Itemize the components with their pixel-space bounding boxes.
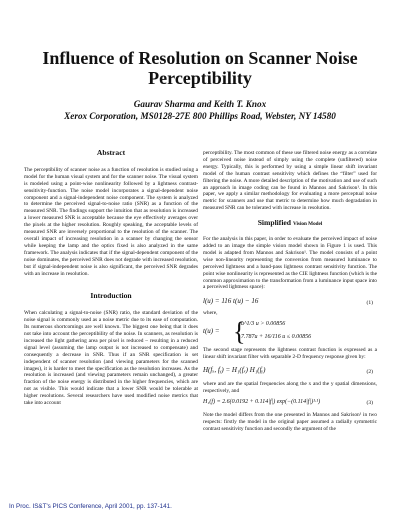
vision-model-heading-sub: Vision Model (292, 221, 323, 228)
equation-t (203, 316, 377, 347)
equation-1 (203, 298, 377, 310)
abstract-text: The perceptibility of scanner noise as a function of resolution is studied using a model for the human visual system and for the scanner noise. The visual system is modeled using a point-wise nonlinearity followed by a lightness contrast-sensitivity-function. The noise model incorporates a signal-dependent noise component and a signal-independent noise component. The system is analyzed to determine the perceived signal-to-noise ratio (SNR) as a function of the measured SNR. The findings support the intuition that as resolution is increased a lower measured SNR is acceptable because the eye effectively averages over the pixels at the higher resolution. Roughly speaking, the acceptable levels of measured SNR are inversely proportional to the resolution of the scanner. The overall impact of increasing resolution in a scanner by changing the sensor while keeping the lamp and the optics fixed is also analyzed in the same framework. The analysis indicates that if the signal-dependent component of the noise dominates, the perceived SNR does not degrade with increased resolution, but if signal-independent noise is also significant, the perceived SNR degrades with an increase in resolution. (24, 166, 198, 277)
affiliation: Xerox Corporation, MS0128-27E 800 Phillips Road, Webster, NY 14580 (64, 111, 336, 121)
equation-2-where-text: where and are the spatial frequencies along the x and the y spatial dimensions, respectively, and (203, 381, 377, 394)
author-block (0, 98, 400, 122)
vision-model-heading (203, 220, 377, 228)
equation-t-case2: 7.787u + 16/116 u ≤ 0.00856 (241, 333, 312, 340)
intro-heading: Introduction (90, 291, 132, 301)
left-column (24, 150, 198, 414)
equation-brace-icon: { (233, 316, 246, 346)
equation-3 (203, 398, 377, 412)
authors: Gaurav Sharma and Keith T. Knox (133, 99, 267, 109)
intro-continued-text: perceptibility. The most common of these use filtered noise energy as a correlate of perceived noise instead of simply using the complete (unfiltered) noise energy. Typically, this is performed by using a simple linear shift invariant model of the human contrast sensitivity which defines the “filter” used for filtering the noise. A more detailed description of the motivation and use of such an approach in image coding can be found in Mannos and Sakrison¹. In this paper, we apply a similar methodology for evaluating a more perceptual noise metric for scanners and use that metric to determine how much degradation in measured SNR can be tolerated with increase in resolution. (203, 150, 377, 212)
paper-title: Influence of Resolution on Scanner Noise Perceptibility (42, 48, 358, 88)
equation-3-body: H₁(f) = 2.6(0.0192 + 0.114|f|) exp(−(0.114|f|)¹·¹) (203, 398, 321, 405)
right-column (203, 150, 377, 439)
equation-2-number: (2) (366, 369, 373, 376)
equation-1-number: (1) (366, 299, 373, 306)
second-stage-text: The second stage represents the lightness contrast function is expressed as a linear shift invariant filter with separable 2-D frequency response given by: (203, 346, 377, 360)
equation-t-lhs: t(u) = (203, 326, 220, 335)
where-label: where, (203, 309, 218, 316)
abstract-heading: Abstract (96, 148, 126, 157)
intro-text: When calculating a signal-to-noise (SNR) ratio, the standard deviation of the noise signal is commonly used as a noise metric due to its ease of computation. Its numerous shortcomings are well known. The biggest one being that it does not take into account the perceptibility of the noise. In scanners, as resolution is increased the light gathering area per pixel is reduced – resulting in a reduced signal level (assuming the lamp output is not increased to compensate) and consequently a decrease in SNR. Thus if an SNR specification is set independent of scanner resolution (and viewing parameters for the scanned images), it is harder to meet the specification as the resolution increases. As the resolution is increased (and viewing parameters remain unchanged), a greater fraction of the noise energy is distributed in the higher frequencies, which are not as visible. This would indicate that a lower SNR would be tolerable at higher resolutions. Several researchers have used modified noise metrics that take into account (24, 310, 198, 407)
model-note-text: Note the model differs from the one presented in Mannos and Sakrison¹ in two respects: firstly the model in the original paper assumed a radially symmetric contrast sensitivity function and secondly the argument of the (203, 411, 377, 432)
equation-2 (203, 367, 377, 381)
vision-model-text: For the analysis in this paper, in order to evaluate the perceived impact of noise added to an image the simple vision model shown in Figure 1 is used. This model is adapted from Mannos and Sakrison¹. The model consists of a point wise non-linearity representing the conversion from measured luminance to perceived lightness and a band-pass lightness contrast sensitivity function. The point wise nonlinearity is represented as the CIE lightness function (which is the common approximation to the transformation from a luminance input space into a perceived lightness space): (203, 236, 377, 291)
equation-2-body: H(fₓ, fᵧ) = H₁(fₓ) H₁(fᵧ) (203, 366, 266, 375)
vision-model-heading-main: Simplified (257, 218, 292, 228)
equation-3-number: (3) (366, 399, 373, 406)
equation-1-body: l(u) = 116 t(u) − 16 (203, 296, 259, 305)
equation-t-case1: u^1/3 u > 0.00856 (241, 320, 286, 327)
citation-footer: In Proc. IS&T's PICS Conference, April 2001, pp. 137-141. (9, 503, 172, 510)
